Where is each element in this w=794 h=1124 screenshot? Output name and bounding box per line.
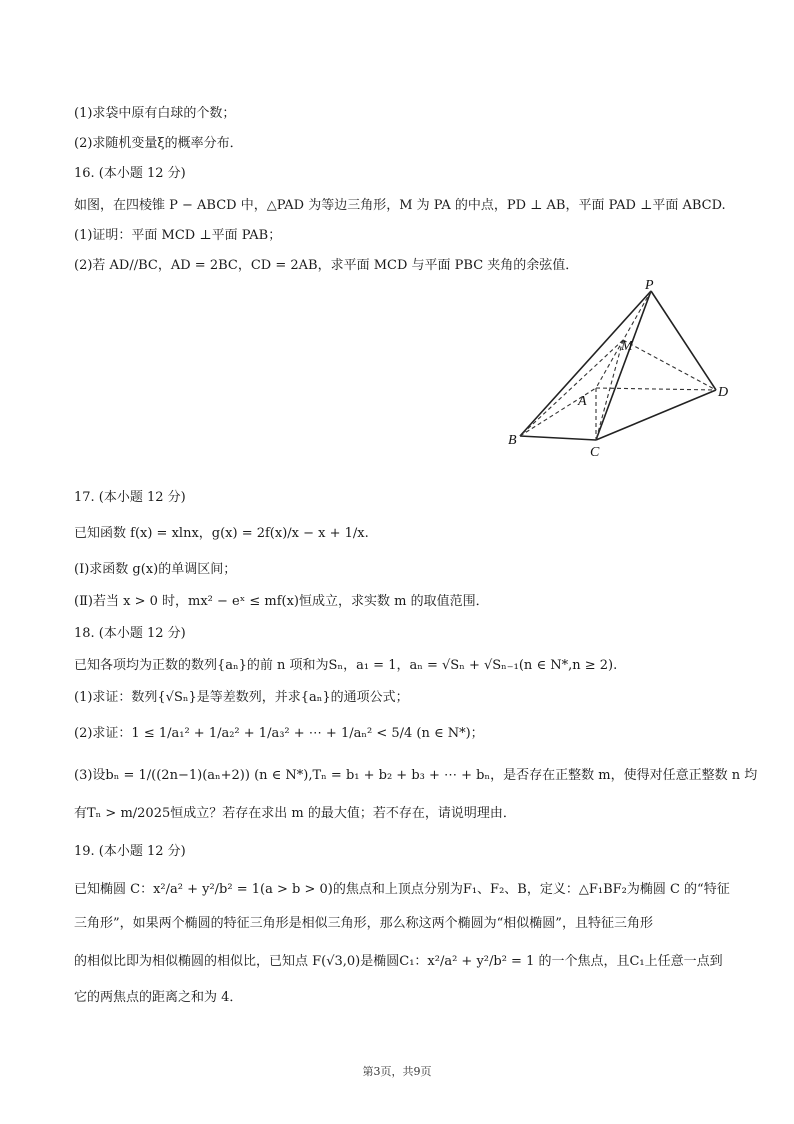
- q18-stem: 已知各项均为正数的数列{aₙ}的前 n 项和为Sₙ，a₁ = 1，aₙ = √Sₙ + √Sₙ₋₁(n ∈ N*,n ≥ 2).: [74, 658, 618, 673]
- label-m: M: [621, 339, 633, 354]
- label-c: C: [590, 445, 600, 460]
- q17-part1: (Ⅰ)求函数 g(x)的单调区间；: [74, 562, 237, 577]
- label-b: B: [508, 433, 517, 448]
- q16-part2: (2)若 AD//BC，AD = 2BC，CD = 2AB，求平面 MCD 与平面 PBC 夹角的余弦值．: [74, 258, 579, 273]
- q15-part2: (2)求随机变量ξ的概率分布．: [74, 136, 243, 151]
- edge-md: [623, 340, 716, 390]
- q18-header: 18. (本小题 12 分): [74, 626, 186, 641]
- q15-part1: (1)求袋中原有白球的个数；: [74, 106, 236, 121]
- q17-header: 17. (本小题 12 分): [74, 490, 186, 505]
- q17-stem: 已知函数 f(x) = xlnx，g(x) = 2f(x)/x − x + 1/x.: [74, 526, 369, 541]
- page-footer: 第3页，共9页: [362, 1065, 432, 1078]
- edge-mc: [596, 340, 623, 440]
- q19-stem-3: 的相似比即为相似椭圆的相似比，已知点 F(√3,0)是椭圆C₁：x²/a² + y²/b² = 1 的一个焦点，且C₁上任意一点到: [74, 954, 723, 969]
- label-d: D: [718, 385, 729, 400]
- q16-header: 16. (本小题 12 分): [74, 166, 186, 181]
- q19-header: 19. (本小题 12 分): [74, 844, 186, 859]
- edge-cd: [596, 390, 716, 440]
- q19-stem-2: 三角形”，如果两个椭圆的特征三角形是相似三角形，那么称这两个椭圆为“相似椭圆”，且特征三角形: [74, 916, 653, 931]
- edge-mb: [520, 340, 623, 436]
- edge-pd: [651, 291, 716, 390]
- q18-part1: (1)求证：数列{√Sₙ}是等差数列，并求{aₙ}的通项公式；: [74, 690, 409, 705]
- q18-part3-cont: 有Tₙ > m/2025恒成立？若存在求出 m 的最大值；若不存在，请说明理由．: [74, 806, 516, 821]
- q18-part2: (2)求证：1 ≤ 1/a₁² + 1/a₂² + 1/a₃² + ⋯ + 1/aₙ² < 5/4 (n ∈ N*)；: [74, 726, 484, 741]
- edge-pa: [596, 291, 651, 388]
- edge-pb: [520, 291, 651, 436]
- q19-stem-1: 已知椭圆 C：x²/a² + y²/b² = 1(a > b > 0)的焦点和上顶点分别为F₁、F₂、B，定义：△F₁BF₂为椭圆 C 的“特征: [74, 882, 730, 897]
- q19-stem-4: 它的两焦点的距离之和为 4．: [74, 990, 243, 1005]
- edge-ad: [596, 388, 716, 390]
- label-p: P: [645, 278, 654, 293]
- edge-pc: [596, 291, 651, 440]
- q18-part3: (3)设bₙ = 1/((2n−1)(aₙ+2)) (n ∈ N*),Tₙ = b₁ + b₂ + b₃ + ⋯ + bₙ，是否存在正整数 m，使得对任意正整数 n 均: [74, 768, 758, 783]
- label-a: A: [578, 394, 587, 409]
- q17-part2: (Ⅱ)若当 x > 0 时，mx² − eˣ ≤ mf(x)恒成立，求实数 m 的取值范围．: [74, 594, 489, 609]
- edge-bc: [520, 436, 596, 440]
- q16-part1: (1)证明：平面 MCD ⊥平面 PAB；: [74, 228, 282, 243]
- edge-ba: [520, 388, 596, 436]
- q16-stem: 如图，在四棱锥 P − ABCD 中，△PAD 为等边三角形，M 为 PA 的中点，PD ⊥ AB，平面 PAD ⊥平面 ABCD.: [74, 198, 726, 213]
